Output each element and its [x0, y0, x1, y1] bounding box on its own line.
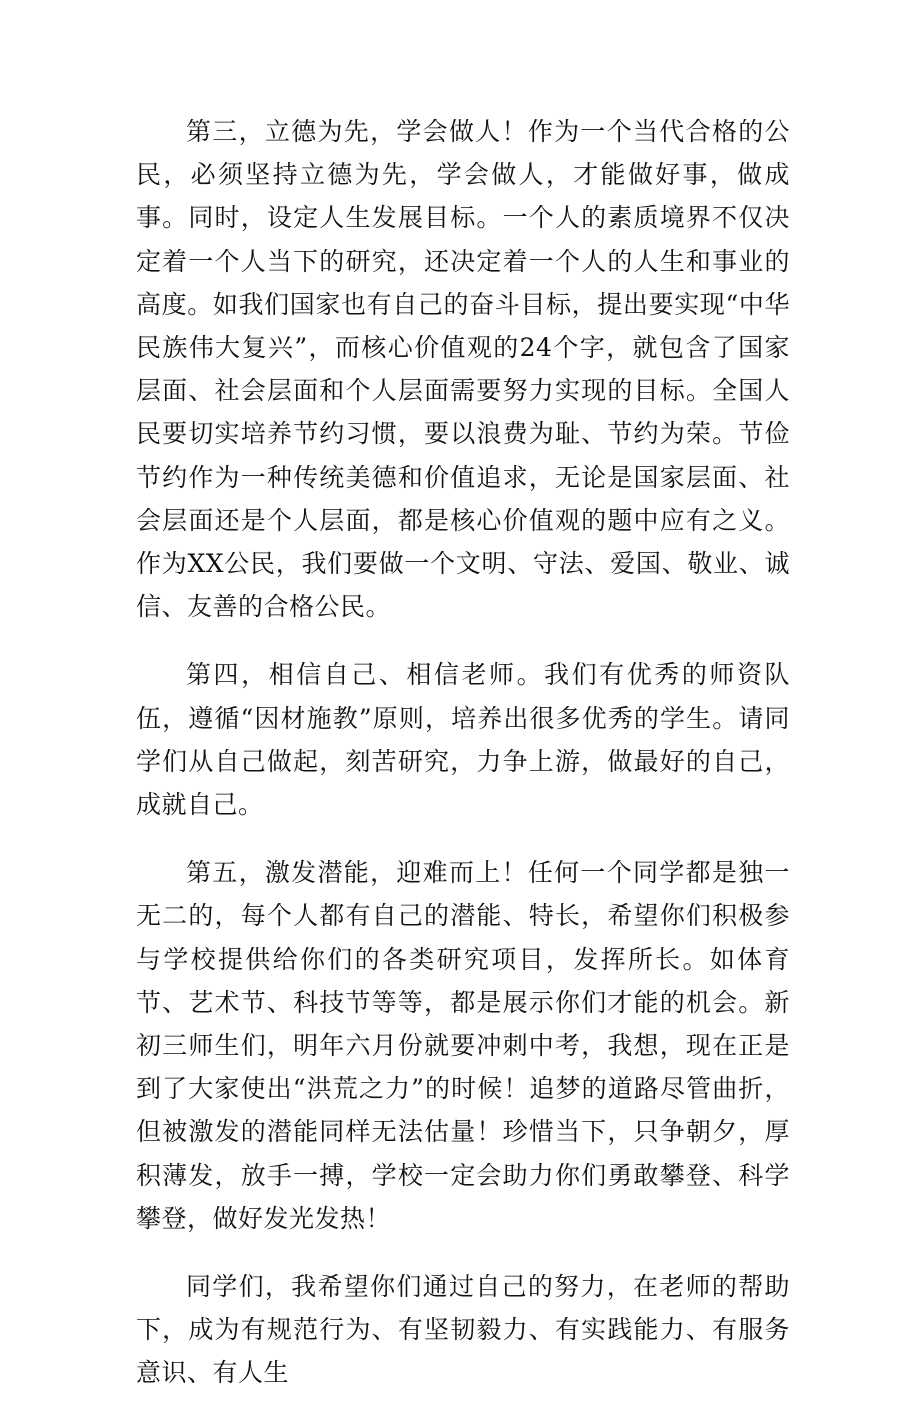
document-body [136, 110, 790, 1420]
paragraph-third-point: 第三，立德为先，学会做人！作为一个当代合格的公民，必须坚持立德为先，学会做人，才能做好事，做成事。同时，设定人生发展目标。一个人的素质境界不仅决定着一个人当下的研究，还决定着一个人的人生和事业的高度。如我们国家也有自己的奋斗目标，提出要实现“中华民族伟大复兴”，而核心价值观的24个字，就包含了国家层面、社会层面和个人层面需要努力实现的目标。全国人民要切实培养节约习惯，要以浪费为耻、节约为荣。节俭节约作为一种传统美德和价值追求，无论是国家层面、社会层面还是个人层面，都是核心价值观的题中应有之义。作为XX公民，我们要做一个文明、守法、爱国、敬业、诚信、友善的合格公民。 [136, 117, 790, 622]
paragraph-fourth-point: 第四，相信自己、相信老师。我们有优秀的师资队伍，遵循“因材施教”原则，培养出很多优秀的学生。请同学们从自己做起，刻苦研究，力争上游，做最好的自己，成就自己。 [136, 660, 790, 820]
paragraph-closing: 同学们，我希望你们通过自己的努力，在老师的帮助下，成为有规范行为、有坚韧毅力、有实践能力、有服务意识、有人生 [136, 1272, 790, 1388]
paragraph-fifth-point: 第五，激发潜能，迎难而上！任何一个同学都是独一无二的，每个人都有自己的潜能、特长，希望你们积极参与学校提供给你们的各类研究项目，发挥所长。如体育节、艺术节、科技节等等，都是展示你们才能的机会。新初三师生们，明年六月份就要冲刺中考，我想，现在正是到了大家使出“洪荒之力”的时候！追梦的道路尽管曲折，但被激发的潜能同样无法估量！珍惜当下，只争朝夕，厚积薄发，放手一搏，学校一定会助力你们勇敢攀登、科学攀登，做好发光发热！ [136, 858, 790, 1233]
